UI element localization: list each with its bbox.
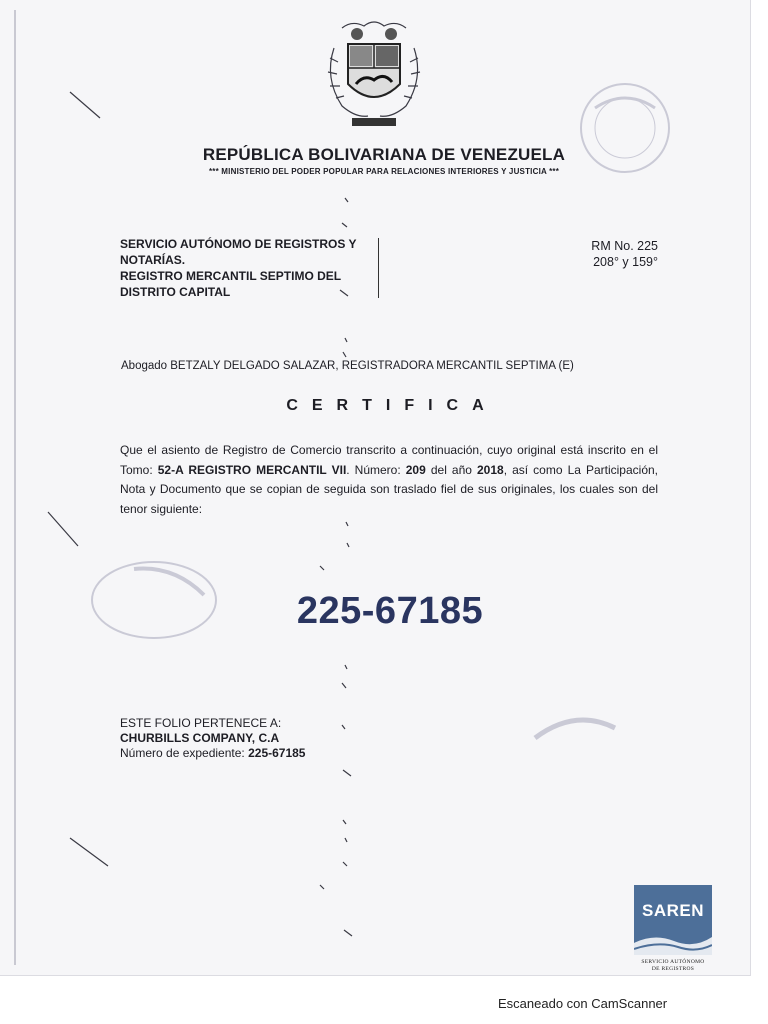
registry-number-block — [540, 238, 658, 270]
paragraph-text: . Número: — [346, 462, 406, 477]
rm-number: RM No. 225 — [591, 239, 658, 253]
tomo-value: 52-A REGISTRO MERCANTIL VII — [157, 462, 347, 477]
expediente-value: 225-67185 — [248, 746, 306, 760]
saren-subtitle-line: DE REGISTROS — [651, 966, 695, 972]
saren-logo — [634, 885, 712, 977]
office-line: REGISTRO MERCANTIL SEPTIMO DEL — [120, 269, 342, 283]
office-line: NOTARÍAS. — [120, 253, 186, 267]
saren-subtitle-line: SERVICIO AUTÓNOMO — [641, 959, 705, 965]
company-name: CHURBILLS COMPANY, C.A — [120, 731, 280, 745]
expediente-line — [120, 746, 305, 761]
saren-logo-text: SAREN — [641, 901, 704, 920]
saren-wave-icon — [634, 929, 712, 955]
folio-label: ESTE FOLIO PERTENECE A: — [120, 716, 282, 730]
paragraph-text: , así como La Participación, Nota y Documento que se copian de seguida son traslado fiel de sus originales, los cuales son del tenor siguiente: — [120, 462, 659, 516]
folio-block — [120, 716, 305, 761]
paragraph-text: del año — [425, 462, 477, 477]
expediente-label: Número de expediente: — [120, 746, 249, 760]
file-number-large: 225-67185 — [296, 590, 484, 632]
ministry-subtitle: *** MINISTERIO DEL PODER POPULAR PARA RELACIONES INTERIORES Y JUSTICIA *** — [208, 167, 560, 176]
camscanner-watermark: Escaneado con CamScanner — [498, 996, 668, 1011]
divider — [378, 238, 379, 298]
office-line: SERVICIO AUTÓNOMO DE REGISTROS Y — [120, 237, 357, 251]
paragraph-text: Que el asiento de Registro de Comercio transcrito a continuación, cuyo original está inscrito en el Tomo: — [120, 443, 658, 477]
saren-logo-box — [634, 885, 712, 955]
saren-logo-subtitle — [634, 959, 712, 973]
registry-office-block — [120, 236, 370, 300]
numero-value: 209 — [405, 462, 426, 477]
certifica-heading: CERTIFICA — [286, 397, 498, 414]
rm-years: 208° y 159° — [593, 255, 658, 269]
certification-paragraph — [120, 441, 658, 519]
registrar-line: Abogado BETZALY DELGADO SALAZAR, REGISTRADORA MERCANTIL SEPTIMA (E) — [121, 360, 574, 372]
office-line: DISTRITO CAPITAL — [120, 285, 231, 299]
country-title: REPÚBLICA BOLIVARIANA DE VENEZUELA — [202, 145, 566, 164]
anio-value: 2018 — [477, 462, 504, 477]
